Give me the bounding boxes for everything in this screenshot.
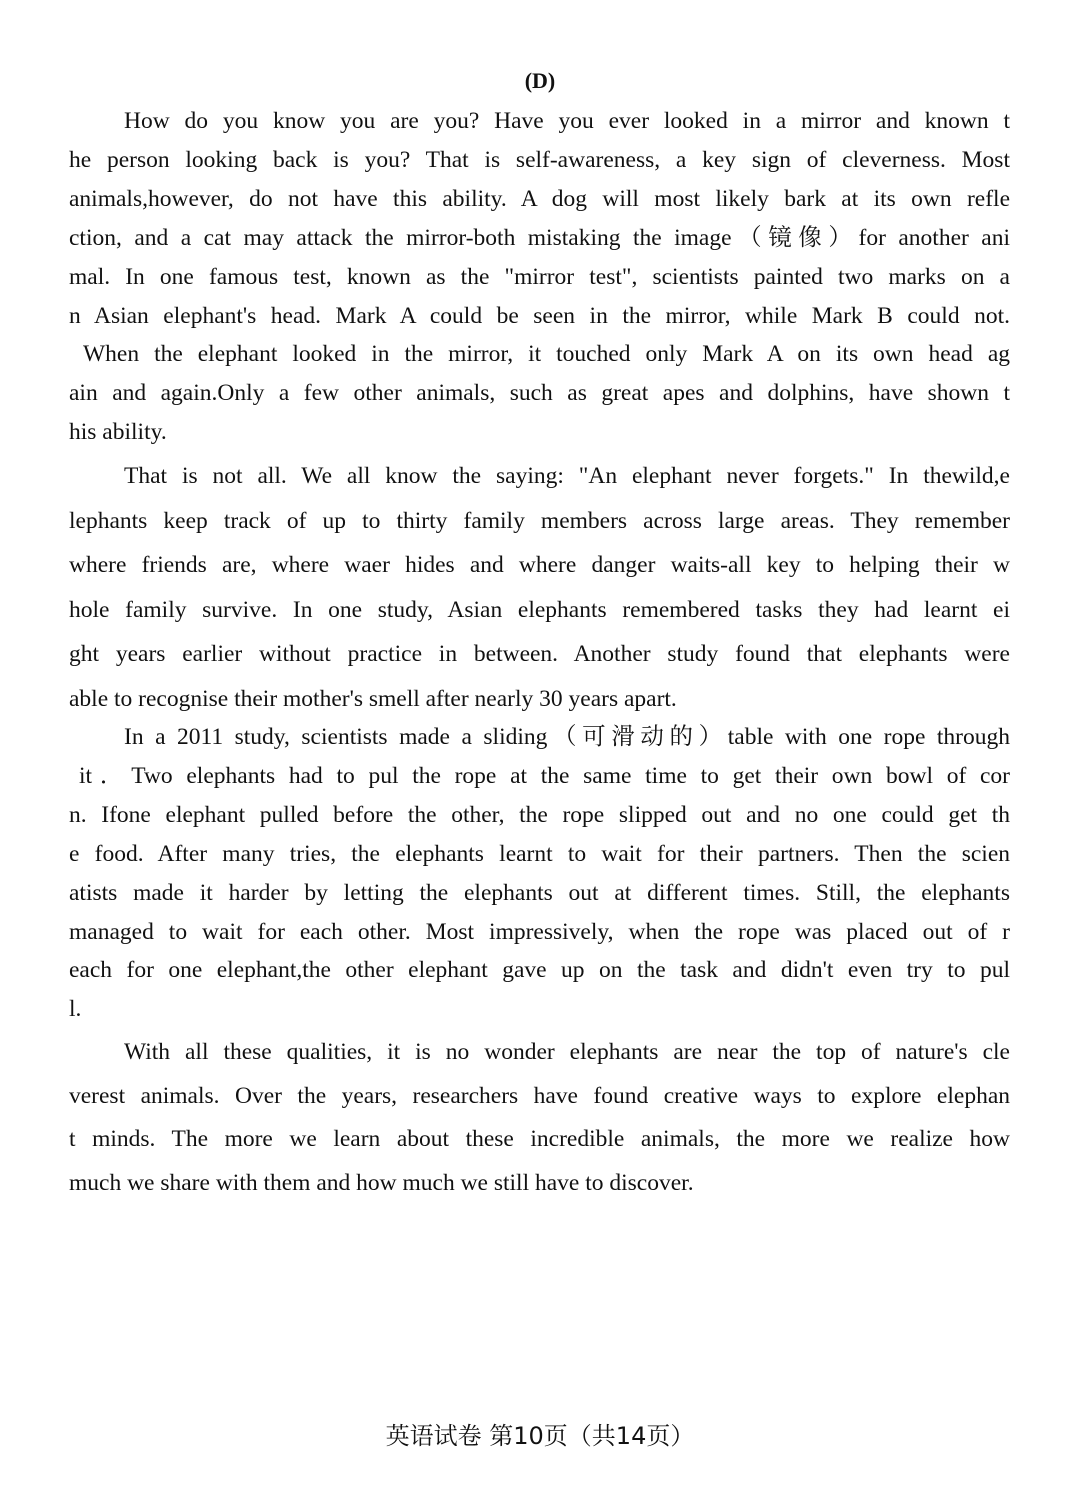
text-line: ain and again.Only a few other animals, such as great apes and dolphins, have shown t (69, 380, 1010, 407)
text-line: animals,however, do not have this ability. A dog will most likely bark at its own refle (69, 185, 1010, 212)
text-line: n. Ifone elephant pulled before the other, the rope slipped out and no one could get th (69, 801, 1010, 828)
text-line: l. (69, 996, 82, 1023)
text-line: much we share with them and how much we still have to discover. (69, 1170, 694, 1197)
text-line: mal. In one famous test, known as the "mirror test", scientists painted two marks on a (69, 263, 1010, 290)
text-line: When the elephant looked in the mirror, it touched only Mark A on its own head ag (83, 341, 1010, 368)
text-line: managed to wait for each other. Most impressively, when the rope was placed out of r (69, 918, 1010, 945)
text-line: n Asian elephant's head. Mark A could be seen in the mirror, while Mark B could not. (69, 302, 1010, 329)
text-line: able to recognise their mother's smell after nearly 30 years apart. (69, 685, 677, 712)
paragraph-1 (69, 102, 1010, 452)
text-line: hole family survive. In one study, Asian elephants remembered tasks they had learnt ei (69, 596, 1010, 623)
text-line: How do you know you are you? Have you ever looked in a mirror and known t (124, 108, 1010, 134)
text-line: That is not all. We all know the saying: "An elephant never forgets." In thewild,e (124, 463, 1010, 489)
paragraph-2 (69, 454, 1010, 722)
text-line: it．Two elephants had to pul the rope at the same time to get their own bowl of cor (79, 762, 1010, 789)
text-line: With all these qualities, it is no wonder elephants are near the top of nature's cle (124, 1039, 1010, 1065)
paragraph-4 (69, 1031, 1010, 1206)
text-line: his ability. (69, 419, 167, 446)
text-line: verest animals. Over the years, researchers have found creative ways to explore elephan (69, 1082, 1010, 1109)
text-line: In a 2011 study, scientists made a sliding（可滑动的）table with one rope through (124, 724, 1010, 750)
section-title: (D) (524, 68, 556, 93)
text-line: he person looking back is you? That is self-awareness, a key sign of cleverness. Most (69, 146, 1010, 173)
text-line: where friends are, where waer hides and where danger waits-all key to helping their w (69, 552, 1010, 579)
text-line: atists made it harder by letting the elephants out at different times. Still, the elephants (69, 879, 1010, 906)
paragraph-3 (69, 718, 1010, 1029)
text-line: e food. After many tries, the elephants learnt to wait for their partners. Then the scien (69, 840, 1010, 867)
text-line: lephants keep track of up to thirty family members across large areas. They remember (69, 507, 1010, 534)
page-footer: 英语试卷 第10页（共14页） (385, 1422, 695, 1450)
text-line: ction, and a cat may attack the mirror-both mistaking the image（镜像）for another ani (69, 224, 1010, 251)
text-line: each for one elephant,the other elephant gave up on the task and didn't even try to pul (69, 957, 1010, 984)
text-line: t minds. The more we learn about these incredible animals, the more we realize how (69, 1126, 1010, 1153)
text-line: ght years earlier without practice in between. Another study found that elephants were (69, 641, 1010, 668)
